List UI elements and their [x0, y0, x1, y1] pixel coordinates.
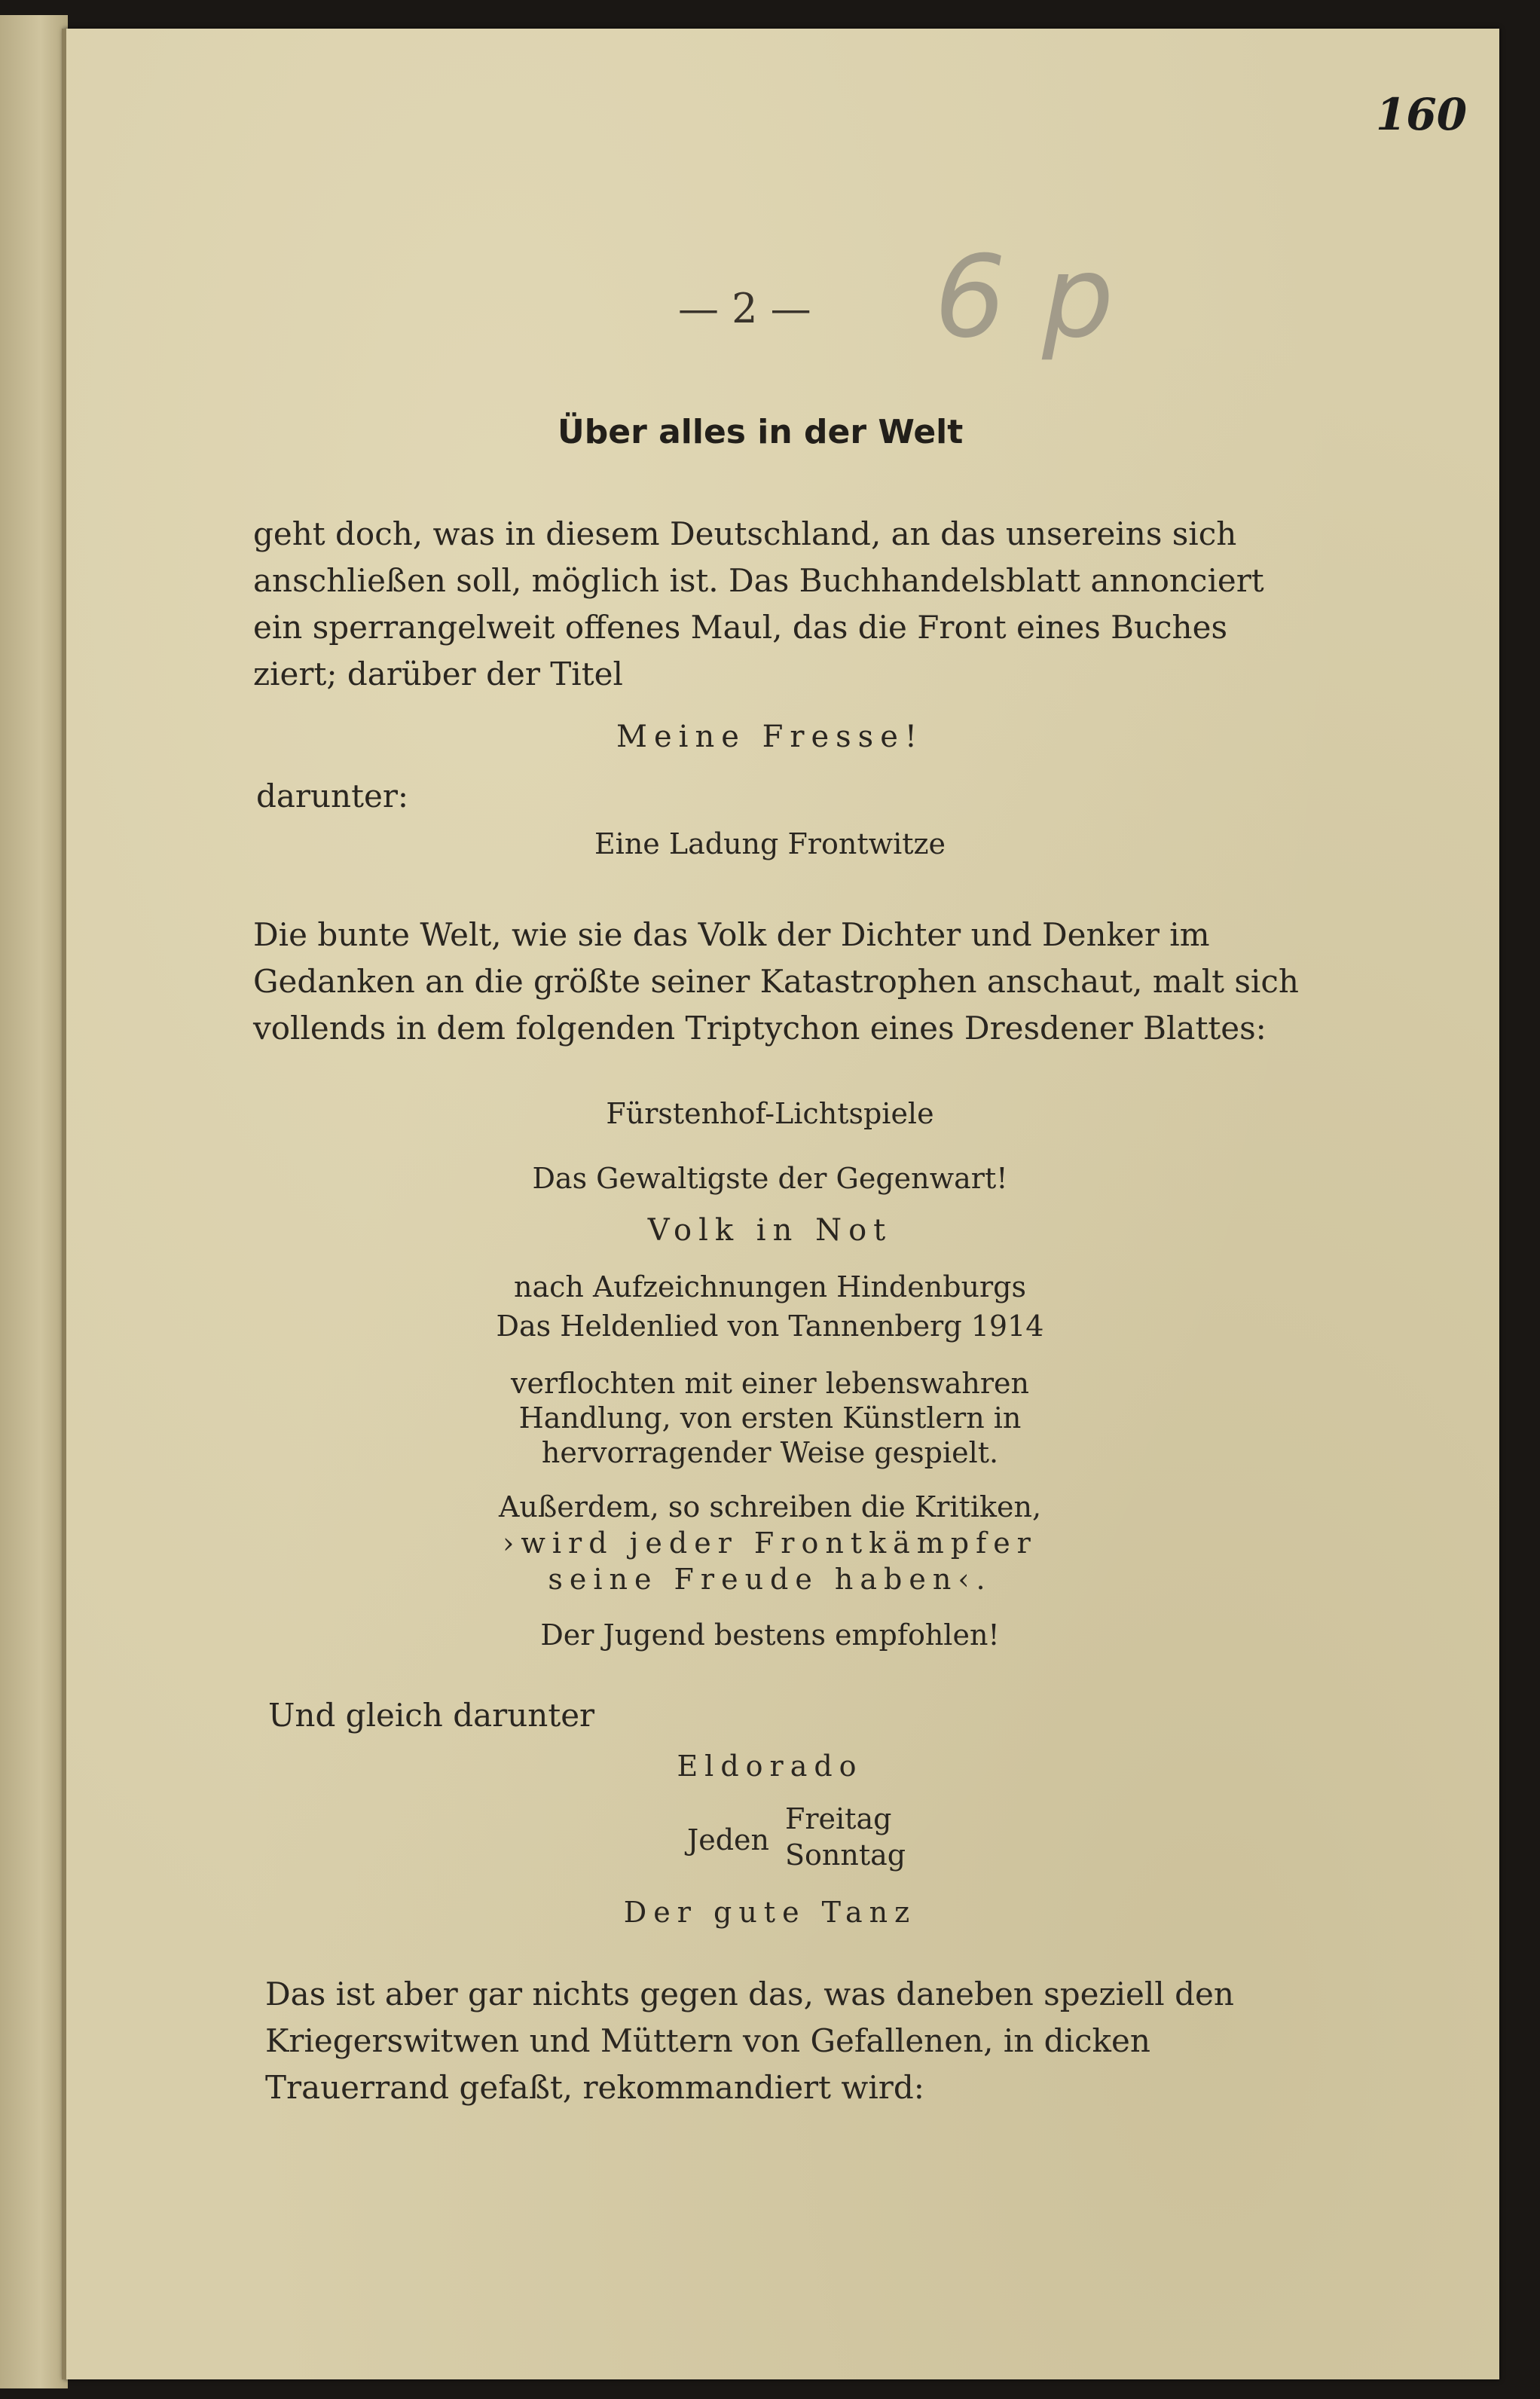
page-gutter	[62, 29, 66, 2379]
ad-line-11: seine Freude haben‹.	[548, 1563, 992, 1596]
ad-line-headline: Das Gewaltigste der Gegenwart!	[532, 1162, 1008, 1195]
book-binding-edge	[0, 15, 68, 2388]
book-title: Meine Fresse!	[616, 720, 924, 754]
ad2-days	[785, 1801, 906, 1873]
ad2-day-1: Freitag	[785, 1802, 892, 1835]
ad2-name: Eldorado	[677, 1750, 863, 1783]
ad2-day-2: Sonntag	[785, 1838, 906, 1872]
pencil-note: 6 p	[934, 232, 1114, 363]
ad-line-5: Das Heldenlied von Tannenberg 1914	[496, 1310, 1044, 1343]
ad-line-8: hervorragender Weise gespielt.	[541, 1436, 999, 1469]
ad-line-6: verflochten mit einer lebenswahren	[510, 1367, 1029, 1400]
paragraph-3: Das ist aber gar nichts gegen das, was daneben speziell den Kriegerswitwen und Müttern von Gefallenen, in dicken Trauerrand gefaßt, rekommandiert wird:	[265, 1976, 1234, 2106]
label-darunter: darunter:	[256, 778, 409, 814]
archive-number: 160	[1376, 89, 1468, 140]
paragraph-2: Die bunte Welt, wie sie das Volk der Dichter und Denker im Gedanken an die größte seiner Katastrophen anschaut, malt sich vollends in dem folgenden Triptychon eines Dresdener Blattes:	[253, 916, 1299, 1047]
ad-line-9: Außerdem, so schreiben die Kritiken,	[498, 1490, 1042, 1523]
page-title: Über alles in der Welt	[558, 413, 964, 451]
ad2-tagline: Der gute Tanz	[623, 1896, 917, 1929]
ad-line-7: Handlung, von ersten Künstlern in	[518, 1401, 1022, 1435]
page-number: — 2 —	[678, 285, 811, 332]
paragraph-1: geht doch, was in diesem Deutschland, an das unsereins sich anschließen soll, möglich ist. Das Buchhandelsblatt annonciert ein sperrangelweit offenes Maul, das die Front eines Buches ziert; darüber der Titel	[253, 515, 1264, 692]
ad-line-cinema: Fürstenhof-Lichtspiele	[606, 1097, 934, 1130]
ad-line-4: nach Aufzeichnungen Hindenburgs	[514, 1270, 1026, 1303]
label-und-gleich: Und gleich darunter	[268, 1697, 595, 1734]
ad2-jeden: Jeden	[687, 1823, 770, 1857]
book-subtitle: Eine Ladung Frontwitze	[594, 827, 946, 860]
ad-line-film-title: Volk in Not	[647, 1213, 893, 1248]
ad-line-12: Der Jugend bestens empfohlen!	[540, 1618, 1000, 1652]
ad-line-10: ›wird jeder Frontkämpfer	[503, 1526, 1037, 1560]
